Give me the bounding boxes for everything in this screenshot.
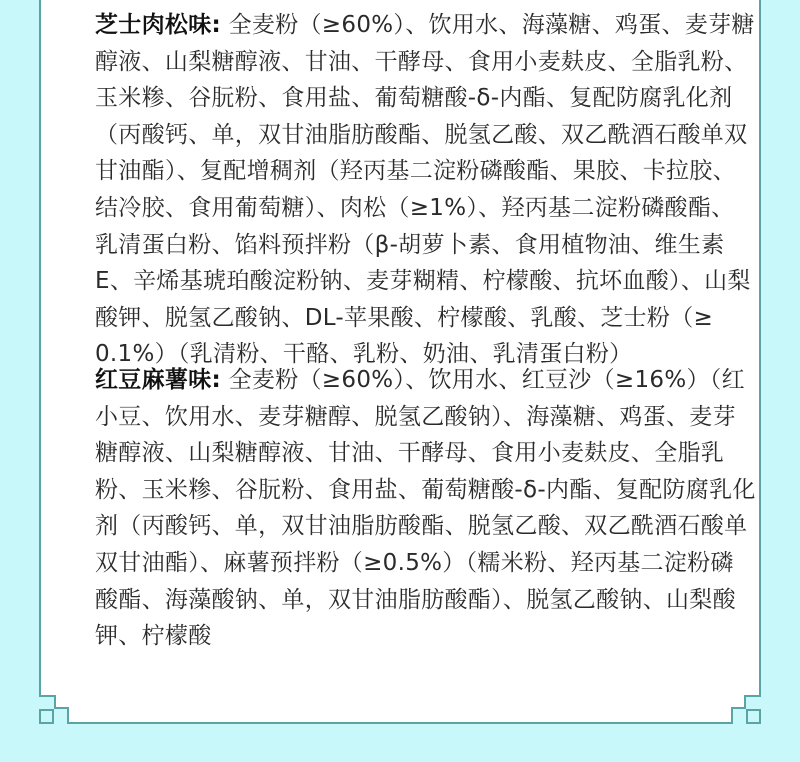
ingredient-line: E、辛烯基琥珀酸淀粉钠、麦芽糊精、柠檬酸、抗坏血酸）、山梨 xyxy=(95,268,751,295)
ingredients-red-bean-mochi xyxy=(95,362,756,655)
ingredient-line: 糖醇液、山梨糖醇液、甘油、干酵母、食用小麦麸皮、全脂乳 xyxy=(95,440,725,467)
ingredient-line: 乳清蛋白粉、馅料预拌粉（β-胡萝卜素、食用植物油、维生素 xyxy=(95,231,725,258)
corner-square-right xyxy=(747,710,760,723)
ingredient-line: 酸酯、海藻酸钠、单，双甘油脂肪酸酯）、脱氢乙酸钠、山梨酸 xyxy=(95,586,736,613)
ingredient-line xyxy=(95,7,755,44)
ingredient-line: 甘油酯）、复配增稠剂（羟丙基二淀粉磷酸酯、果胶、卡拉胶、 xyxy=(95,158,736,185)
ingredients-cheese-pork-floss xyxy=(95,7,755,373)
flavor-label: 芝士肉松味: xyxy=(95,12,221,38)
ingredient-line: 粉、玉米糁、谷朊粉、食用盐、葡萄糖酸-δ-内酯、复配防腐乳化 xyxy=(95,476,756,503)
ingredient-line: 玉米糁、谷朊粉、食用盐、葡萄糖酸-δ-内酯、复配防腐乳化剂 xyxy=(95,85,733,112)
ingredient-line xyxy=(95,362,745,399)
ingredient-line: 0.1%）（乳清粉、干酪、乳粉、奶油、乳清蛋白粉） xyxy=(95,341,633,368)
corner-square-left xyxy=(40,710,53,723)
ingredient-line: 剂（丙酸钙、单，双甘油脂肪酸酯、脱氢乙酸、双乙酰酒石酸单 xyxy=(95,513,748,540)
ingredient-text: 全麦粉（≥60%）、饮用水、海藻糖、鸡蛋、麦芽糖 xyxy=(221,12,755,38)
ingredient-line: 双甘油酯）、麻薯预拌粉（≥0.5%）（糯米粉、羟丙基二淀粉磷 xyxy=(95,549,734,576)
ingredient-line: 醇液、山梨糖醇液、甘油、干酵母、食用小麦麸皮、全脂乳粉、 xyxy=(95,48,748,75)
ingredient-text: 全麦粉（≥60%）、饮用水、红豆沙（≥16%）（红 xyxy=(221,367,745,393)
ingredient-line: （丙酸钙、单，双甘油脂肪酸酯、脱氢乙酸、双乙酰酒石酸单双 xyxy=(95,121,748,148)
ingredient-line: 酸钾、脱氢乙酸钠、DL-苹果酸、柠檬酸、乳酸、芝士粉（≥ xyxy=(95,304,714,331)
ingredient-line: 结冷胶、食用葡萄糖）、肉松（≥1%）、羟丙基二淀粉磷酸酯、 xyxy=(95,194,735,221)
flavor-label: 红豆麻薯味: xyxy=(95,367,221,393)
ingredient-line: 小豆、饮用水、麦芽糖醇、脱氢乙酸钠）、海藻糖、鸡蛋、麦芽 xyxy=(95,403,736,430)
ingredient-line: 钾、柠檬酸 xyxy=(95,623,212,650)
